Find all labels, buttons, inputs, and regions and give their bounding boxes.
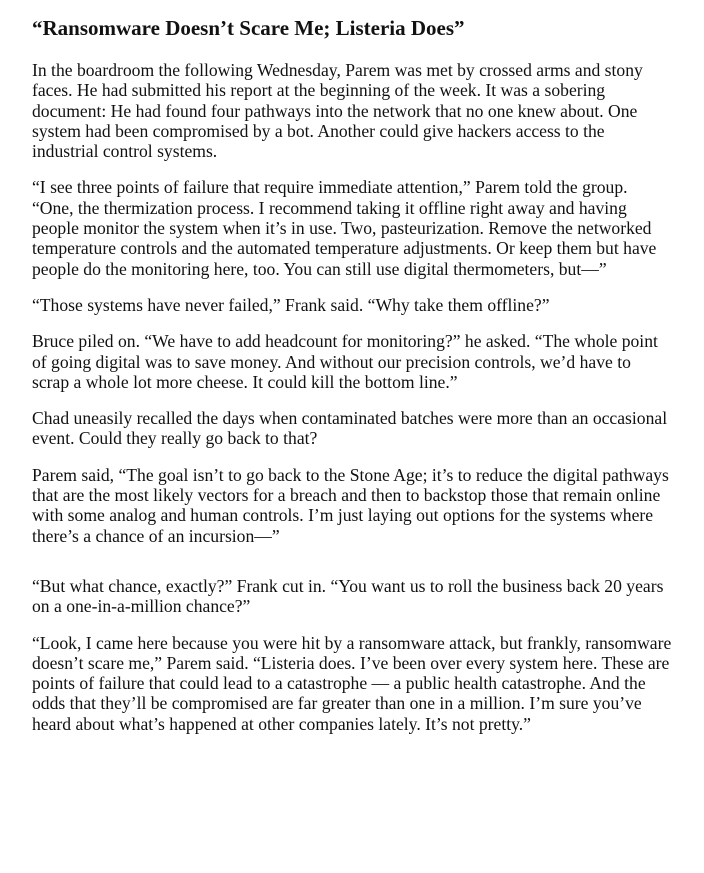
paragraph-chad-recall: Chad uneasily recalled the days when contaminated batches were more than an occasional event. Could they really go back to that? <box>32 408 668 449</box>
article-title: “Ransomware Doesn’t Scare Me; Listeria Does” <box>32 16 465 40</box>
paragraph-bruce-headcount: Bruce piled on. “We have to add headcount for monitoring?” he asked. “The whole point of going digital was to save money. And without our precision controls, we’d have to scrap a whole lot more cheese. It could kill the bottom line.” <box>32 331 658 392</box>
paragraph-points-of-failure: “I see three points of failure that require immediate attention,” Parem told the group. “One, the thermization process. I recommend taking it offline right away and having people monitor the system when it’s in use. Two, pasteurization. Remove the networked temperature controls and the automated temperature adjustments. Or keep them but have people do the monitoring here, too. You can still use digital thermometers, but—” <box>32 177 657 279</box>
paragraph-frank-objection: “Those systems have never failed,” Frank said. “Why take them offline?” <box>32 294 550 315</box>
paragraph-frank-chance: “But what chance, exactly?” Frank cut in. “You want us to roll the business back 20 years on a one-in-a-million chance?” <box>32 575 664 617</box>
paragraph-parem-goal: Parem said, “The goal isn’t to go back to the Stone Age; it’s to reduce the digital pathways that are the most likely vectors for a breach and then to backstop those that remain online with some analog and human controls. I’m just laying out options for the systems where there’s a chance of an incursion—” <box>32 464 669 546</box>
article <box>32 14 672 750</box>
paragraph-listeria: “Look, I came here because you were hit by a ransomware attack, but frankly, ransomware doesn’t scare me,” Parem said. “Listeria does. I’ve been over every system here. These are points of failure that could lead to a catastrophe — a public health catastrophe. And the odds that they’ll be compromised are far greater than one in a million. I’m sure you’ve heard about what’s happened at other companies lately. It’s not pretty.” <box>32 632 672 734</box>
paragraph-boardroom: In the boardroom the following Wednesday, Parem was met by crossed arms and stony faces. He had submitted his report at the beginning of the week. It was a sobering document: He had found four pathways into the network that no one knew about. One system had been compromised by a bot. Another could give hackers access to the industrial control systems. <box>32 60 643 162</box>
